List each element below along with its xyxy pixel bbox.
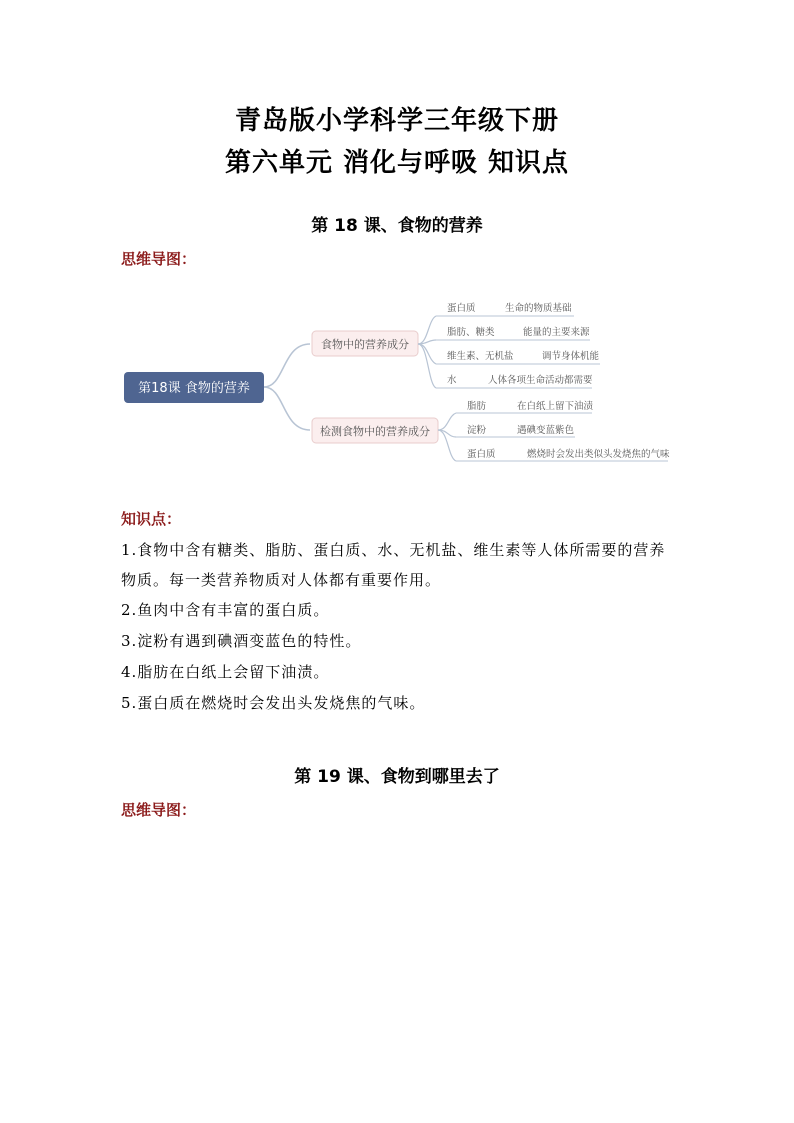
knowledge-point: 3.淀粉有遇到碘酒变蓝色的特性。 <box>121 632 362 650</box>
mindmap <box>0 0 794 520</box>
knowledge-point: 4.脂肪在白纸上会留下油渍。 <box>121 663 330 681</box>
mm-leaf-desc: 燃烧时会发出类似头发烧焦的气味 <box>527 449 670 460</box>
mm-leaf-desc: 调节身体机能 <box>542 351 600 362</box>
lesson18-knowledge-label: 知识点： <box>121 510 182 528</box>
doc-title-line2: 第六单元 消化与呼吸 知识点 <box>224 148 570 178</box>
mm-leaf-name: 水 <box>447 375 457 386</box>
mm-connector <box>264 344 310 387</box>
doc-title-line1: 青岛版小学科学三年级下册 <box>234 106 559 136</box>
mm-leaf-name: 脂肪、糖类 <box>447 327 495 338</box>
mm-leaf-desc: 人体各项生命活动都需要 <box>488 375 593 386</box>
mm-leaf-name: 蛋白质 <box>447 303 476 314</box>
lesson19-heading: 第 19 课、食物到哪里去了 <box>294 767 500 787</box>
mm-branch-label: 食物中的营养成分 <box>321 338 409 351</box>
knowledge-point: 5.蛋白质在燃烧时会发出头发烧焦的气味。 <box>121 694 426 712</box>
mm-connector <box>438 413 456 430</box>
mm-leaf-name: 脂肪 <box>467 401 487 412</box>
mm-connector <box>418 340 436 344</box>
mm-leaf-desc: 在白纸上留下油渍 <box>517 401 594 412</box>
lesson19-mindmap-label: 思维导图： <box>121 801 197 819</box>
mm-leaf-name: 淀粉 <box>467 425 487 436</box>
mm-connector <box>264 387 310 430</box>
mm-connector <box>438 430 456 461</box>
knowledge-point: 2.鱼肉中含有丰富的蛋白质。 <box>121 601 330 619</box>
mm-branch-label: 检测食物中的营养成分 <box>320 425 430 438</box>
mm-leaf-name: 维生素、无机盐 <box>447 351 514 362</box>
lesson18-heading: 第 18 课、食物的营养 <box>311 216 483 236</box>
mm-leaf-desc: 生命的物质基础 <box>505 303 572 314</box>
knowledge-point: 1.食物中含有糖类、脂肪、蛋白质、水、无机盐、维生素等人体所需要的营养物质。每一类营养物质对人体都有重要作用。 <box>121 541 666 589</box>
mm-root-label: 第18课 食物的营养 <box>138 381 250 396</box>
lesson18-mindmap-label: 思维导图： <box>121 250 197 268</box>
mm-leaf-name: 蛋白质 <box>467 449 496 460</box>
mm-leaf-desc: 能量的主要来源 <box>523 327 590 338</box>
mm-leaf-desc: 遇碘变蓝紫色 <box>517 425 575 436</box>
